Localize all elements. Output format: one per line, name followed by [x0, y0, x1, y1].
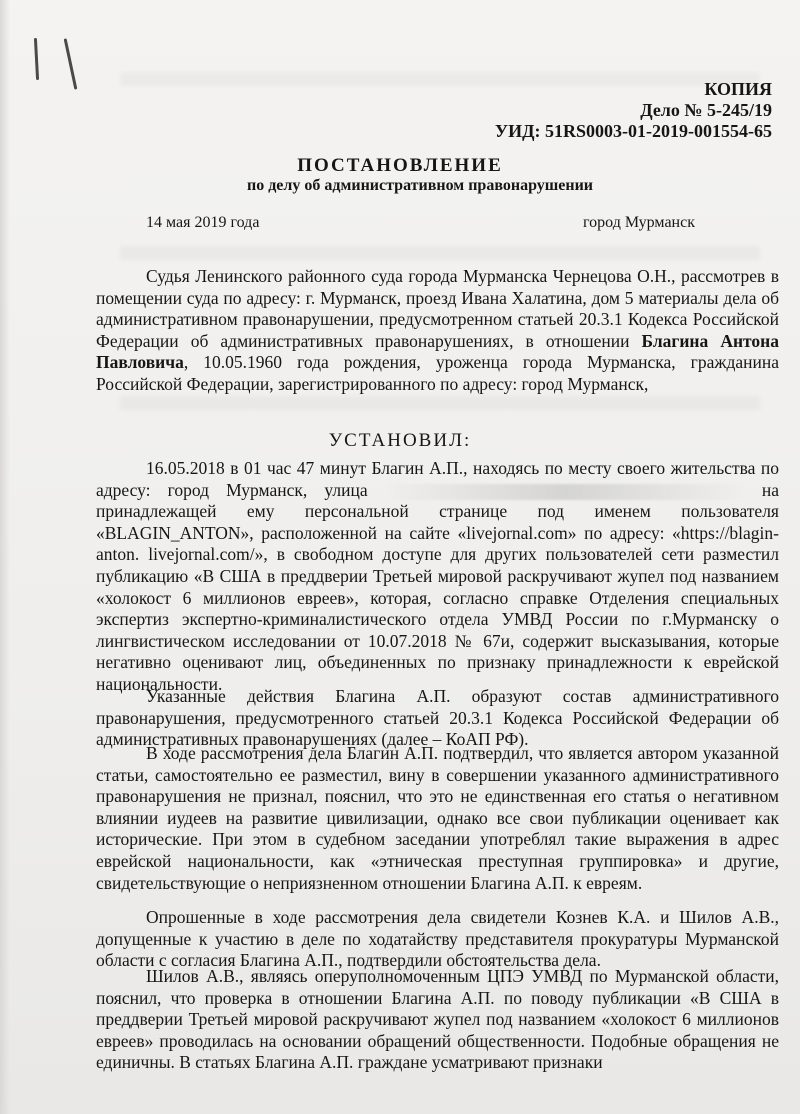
intro-text-a: Судья Ленинского районного суда города Мурманска Чернецова О.Н., рассмотрев в помещении суда по адресу: г. Мурманск, проезд Ивана Халатина, дом 5 материалы дела об административном правонарушении, предусмотренном статьей 20.3.1 Кодекса Российской Федерации об административных правонарушениях, в отношении: [96, 266, 779, 351]
document-subtitle: по делу об административном правонарушении: [246, 177, 594, 194]
defendant-position-text: В ходе рассмотрения дела Благин А.П. подтвердил, что является автором указанной статьи, самостоятельно ее разместил, вину в совершении указанного административного правонарушения не признал, пояснил, что это не единственная его статья о негативном влиянии иудеев на развитие цивилизации, однако все свои публикации оценивает как исторические. При этом в судебном заседании употреблял такие выражения в адрес еврейской национальности, как «этническая преступная группировка» и другие, свидетельствующие о неприязненном отношении Благина А.П. к евреям.: [96, 743, 779, 893]
qualification-text: Указанные действия Благина А.П. образуют состав административного правонарушения, предусмотренного статьей 20.3.1 Кодекса Российской Федерации об административных правонарушениях (далее – КоАП РФ).: [96, 686, 779, 750]
paragraph-witness-shilov: [96, 966, 779, 1074]
bleed-through: [120, 72, 760, 86]
paragraph-witnesses: [96, 907, 779, 972]
facts-text-a: 16.05.2018 в 01 час 47 минут Благин А.П., находясь по месту своего жительства по адресу: город Мурманск, улица: [96, 458, 779, 500]
facts-text-b: на принадлежащей ему персональной странице под именем пользователя «BLAGIN_ANTON», расположенной на сайте «livejornal.com» по адресу: «https://blagin-anton. livejornal.com/», в свободном доступе для других пользователей сети разместил публикацию «В США в преддверии Третьей мировой раскручивают жупел под названием «холокост 6 миллионов евреев», которая, согласно справке Отделения специальных экспертиз экспертно-криминалистического отдела УМВД России по г.Мурманску о лингвистическом исследовании от 10.07.2018 № 67и, содержит высказывания, которые негативно оценивают лиц, объединенных по признаку принадлежности к еврейской национальности.: [96, 479, 779, 694]
section-heading: УСТАНОВИЛ:: [328, 430, 472, 451]
intro-text-b: , 10.05.1960 года рождения, уроженца города Мурманска, гражданина Российской Федерации, зарегистрированного по адресу: город Мурманск,: [96, 352, 779, 394]
paragraph-qualification: [96, 686, 779, 751]
redacted-address: [385, 484, 745, 500]
bleed-through: [120, 396, 760, 410]
copy-stamp: КОПИЯ: [704, 79, 772, 99]
document-title: ПОСТАНОВЛЕНИЕ: [297, 155, 503, 176]
paragraph-facts: [96, 458, 779, 696]
defendant-name: Благина Антона Павловича: [96, 330, 779, 373]
witness-shilov-text: Шилов А.В., являясь оперуполномоченным ЦПЭ УМВД по Мурманской области, пояснил, что проверка в отношении Благина А.П. по поводу публикации «В США в преддверии Третьей мировой раскручивают жупел под названием «холокост 6 миллионов евреев» проводилась на основании обращений общественности. Подобные обращения не единичны. В статьях Благина А.П. граждане усматривают признаки: [96, 966, 779, 1073]
paragraph-intro: [96, 266, 779, 396]
document-date: 14 мая 2019 года: [146, 214, 260, 231]
bleed-through: [120, 246, 760, 260]
case-number: Дело № 5-245/19: [640, 100, 772, 120]
paragraph-defendant-position: [96, 743, 779, 894]
staple-mark: [64, 38, 78, 89]
staple-mark: [34, 38, 39, 80]
uid-number: УИД: 51RS0003-01-2019-001554-65: [494, 121, 772, 141]
document-city: город Мурманск: [583, 214, 695, 231]
witnesses-text: Опрошенные в ходе рассмотрения дела свидетели Кознев К.А. и Шилов А.В., допущенные к участию в деле по ходатайству представителя прокуратуры Мурманской области с согласия Благина А.П., подтвердили обстоятельства дела.: [96, 907, 779, 971]
